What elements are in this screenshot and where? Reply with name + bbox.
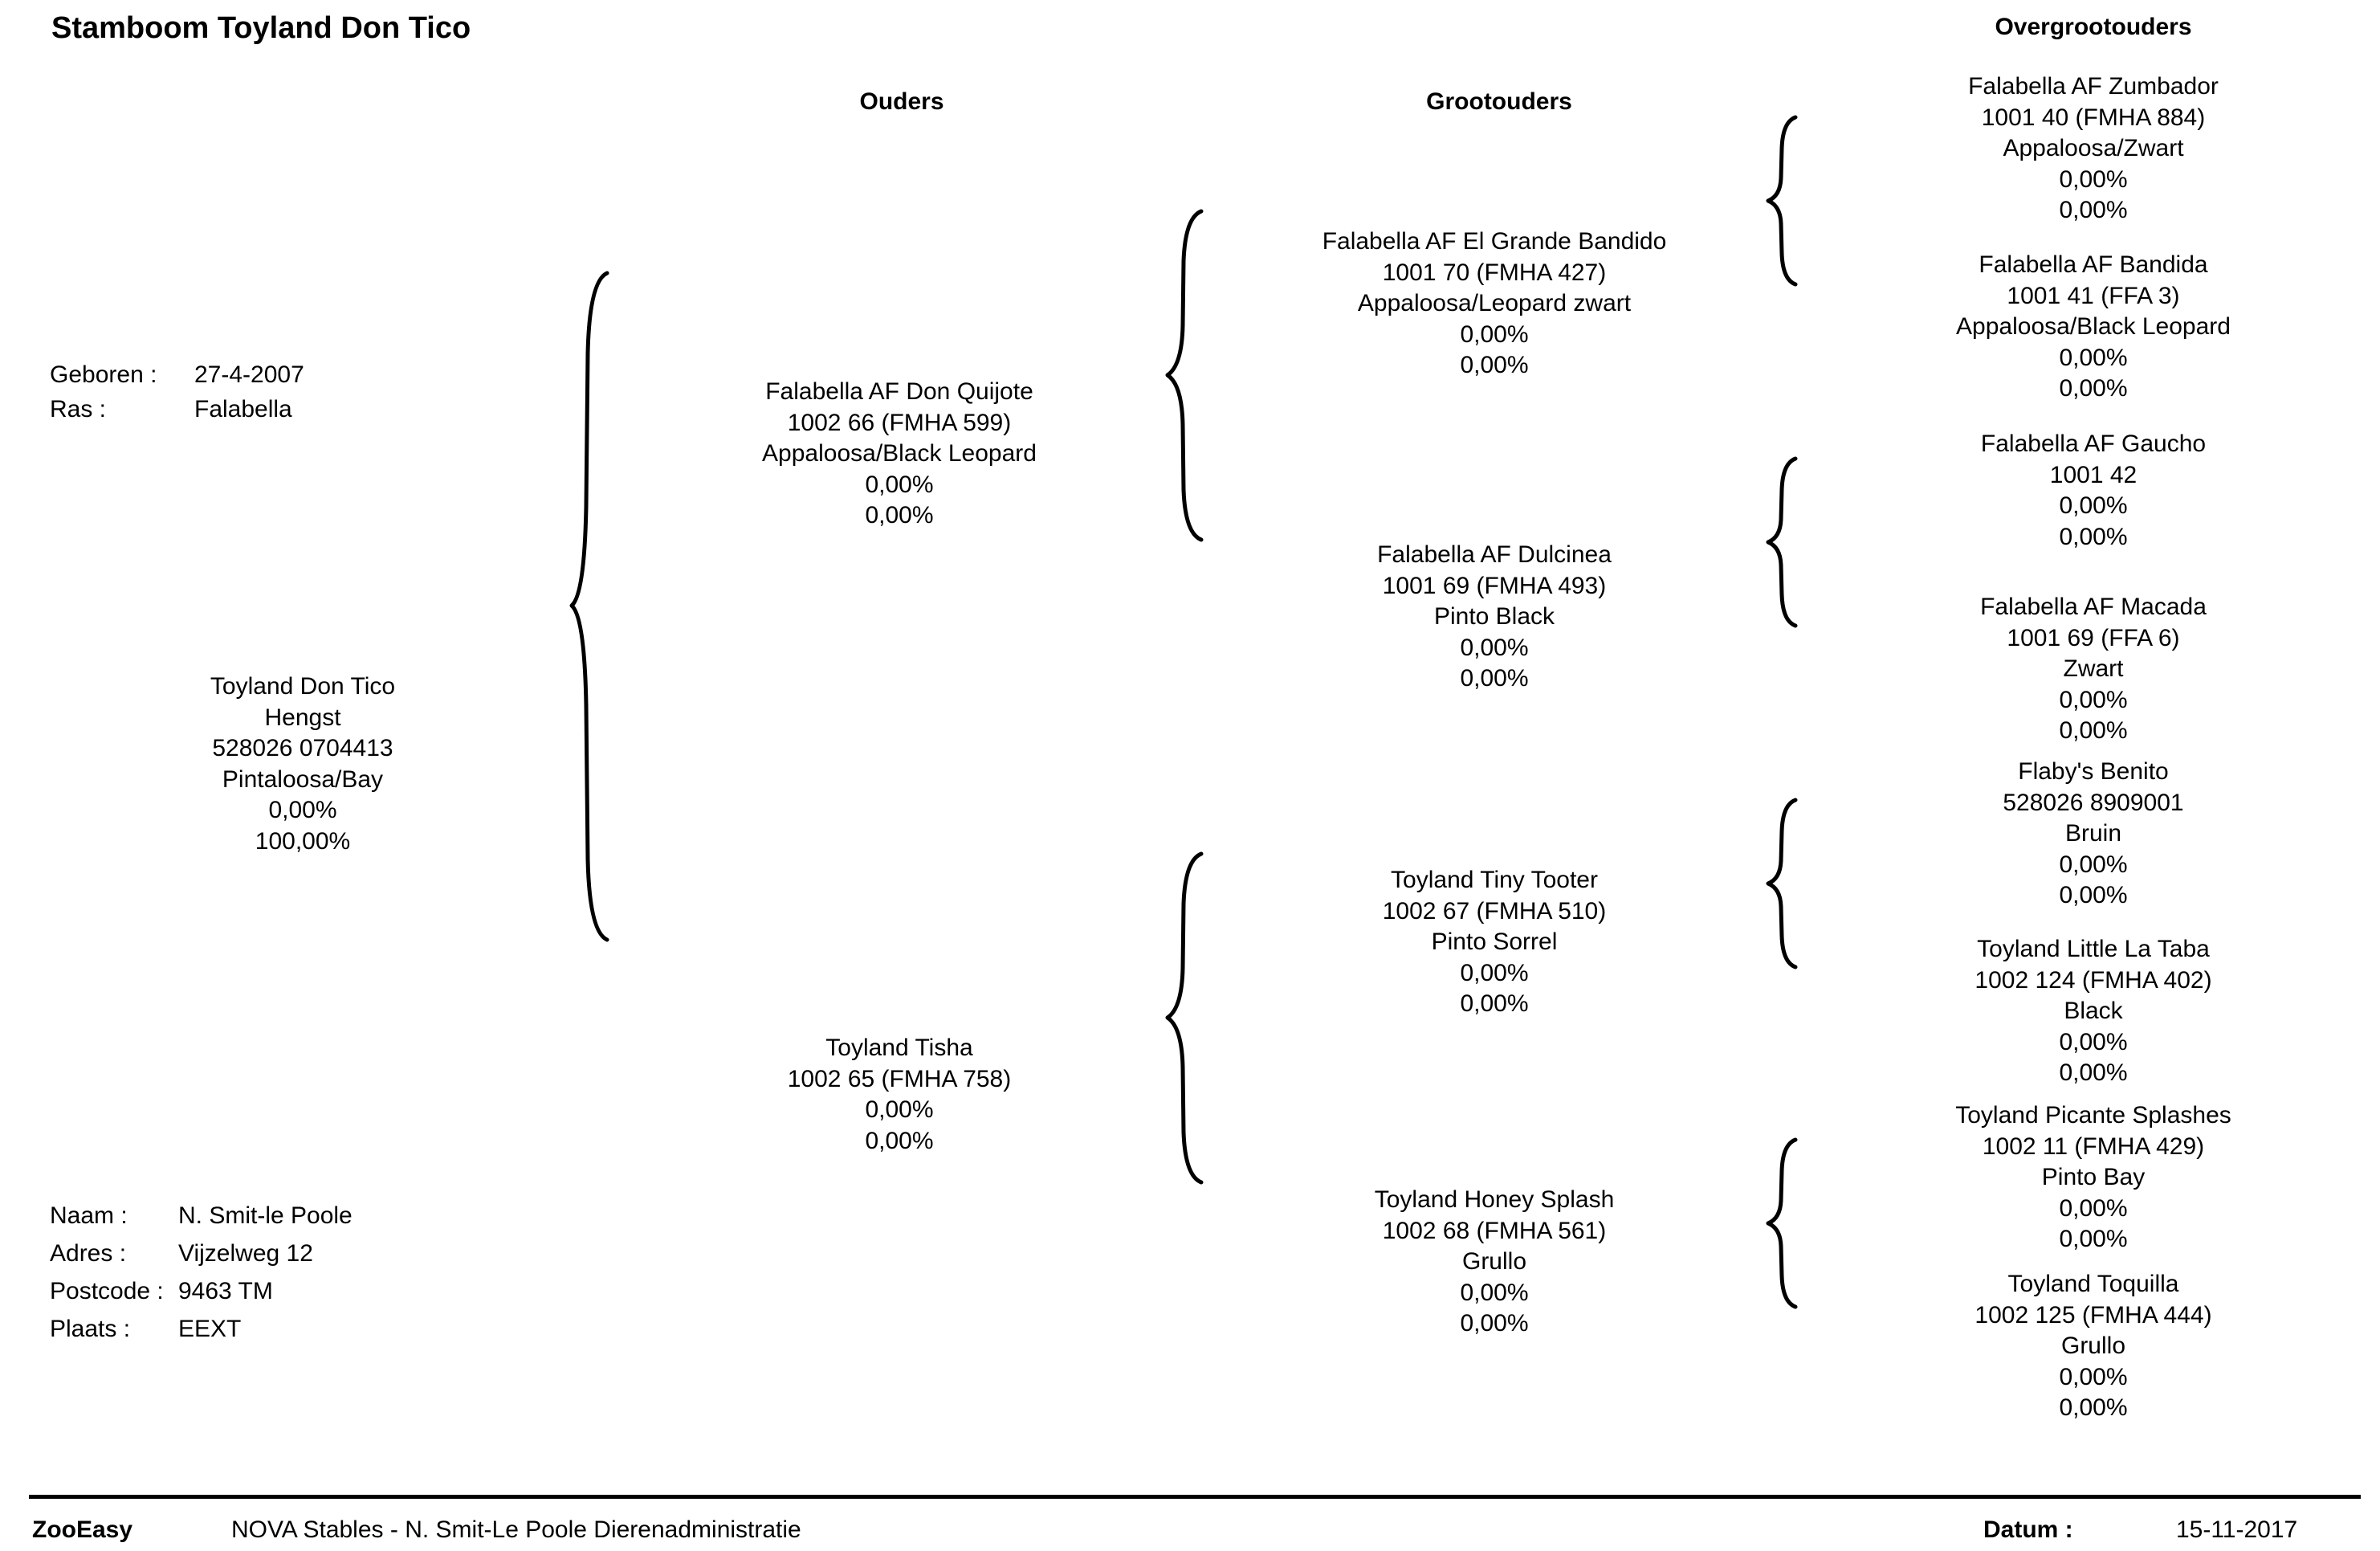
grandparent-name: Toyland Honey Splash [1374,1186,1615,1213]
owner-address-value: Vijzelweg 12 [178,1240,313,1267]
subject-color: Pintaloosa/Bay [222,765,384,793]
grandparent-reg: 1001 69 (FMHA 493) [1382,572,1607,599]
great-grandparent-pct-1: 0,00% [2059,1363,2128,1390]
footer-divider [29,1495,2361,1499]
great-grandparent-entry [1812,1269,2374,1424]
parent-pct-1: 0,00% [865,1096,934,1123]
great-grandparent-name: Toyland Little La Taba [1977,936,2210,962]
owner-name-value: N. Smit-le Poole [178,1202,353,1229]
footer-organization: NOVA Stables - N. Smit-Le Poole Dierenadministratie [231,1516,801,1543]
grandparent-entry [1213,1185,1775,1340]
animal-info [50,356,304,428]
great-grandparent-reg: 1001 41 (FFA 3) [2007,282,2180,309]
great-grandparent-entry [1812,71,2374,227]
great-grandparent-pct-2: 0,00% [2059,882,2128,908]
owner-name-label: Naam : [50,1202,128,1229]
owner-city-value: EEXT [178,1316,242,1342]
subject-reg: 528026 0704413 [212,735,393,761]
grandparent-pct-2: 0,00% [1460,990,1529,1017]
header-grandparents: Grootouders [1426,88,1572,115]
grandparent-reg: 1002 67 (FMHA 510) [1382,897,1607,924]
great-grandparent-pct-2: 0,00% [2059,197,2128,223]
great-grandparent-pct-1: 0,00% [2059,1194,2128,1222]
born-value: 27-4-2007 [194,361,304,388]
great-grandparent-name: Flaby's Benito [2018,758,2169,785]
great-grandparent-entry [1812,592,2374,747]
header-parents: Ouders [859,88,944,115]
great-grandparent-name: Toyland Picante Splashes [1955,1102,2231,1129]
great-grandparent-color: Bruin [2064,820,2122,847]
parent-entry [618,377,1180,532]
breed-row [50,390,304,428]
parent-name: Falabella AF Don Quijote [765,378,1033,405]
great-grandparent-name: Falabella AF Bandida [1979,251,2208,278]
great-grandparent-reg: 1001 40 (FMHA 884) [1981,104,2206,131]
great-grandparent-pct-2: 0,00% [2059,523,2128,550]
owner-city-row [50,1310,353,1348]
great-grandparent-entry [1812,757,2374,912]
owner-name-row [50,1197,353,1235]
great-grandparent-pct-2: 0,00% [2059,375,2128,402]
grandparent-color: Appaloosa/Leopard zwart [1357,290,1632,316]
grandparent-color: Grullo [1461,1248,1527,1275]
great-grandparent-name: Falabella AF Zumbador [1968,73,2219,100]
subject-name: Toyland Don Tico [210,673,396,700]
grandparent-reg: 1001 70 (FMHA 427) [1382,259,1607,286]
great-grandparent-reg: 1002 124 (FMHA 402) [1975,966,2212,994]
great-grandparent-reg: 528026 8909001 [2003,789,2184,816]
parent-pct-2: 0,00% [865,1127,934,1154]
parent-name: Toyland Tisha [825,1035,973,1061]
great-grandparent-name: Falabella AF Gaucho [1980,431,2207,457]
grandparent-pct-2: 0,00% [1460,352,1529,378]
parent-reg: 1002 65 (FMHA 758) [787,1065,1012,1092]
great-grandparent-entry [1812,429,2374,553]
great-grandparent-pct-1: 0,00% [2059,492,2128,519]
great-grandparent-color: Pinto Bay [2041,1164,2146,1190]
great-grandparent-pct-1: 0,00% [2059,344,2128,371]
great-grandparent-name: Toyland Toquilla [2007,1271,2179,1297]
great-grandparent-pct-1: 0,00% [2059,165,2128,193]
great-grandparent-pct-2: 0,00% [2059,1059,2128,1086]
great-grandparent-reg: 1002 125 (FMHA 444) [1975,1301,2212,1329]
grandparent-pct-1: 0,00% [1460,1279,1529,1306]
breed-value: Falabella [194,396,292,422]
great-grandparent-pct-1: 0,00% [2059,686,2128,713]
owner-postcode-label: Postcode : [50,1278,164,1304]
grandparent-reg: 1002 68 (FMHA 561) [1382,1217,1607,1244]
great-grandparent-name: Falabella AF Macada [1980,594,2207,620]
great-grandparent-pct-2: 0,00% [2059,1226,2128,1252]
great-grandparent-reg: 1001 69 (FFA 6) [2007,624,2180,651]
owner-postcode-value: 9463 TM [178,1278,273,1304]
owner-address-row [50,1235,353,1272]
grandparent-name: Falabella AF El Grande Bandido [1322,228,1667,255]
parent-color: Appaloosa/Black Leopard [762,440,1037,467]
great-grandparent-entry [1812,1100,2374,1255]
owner-city-label: Plaats : [50,1316,131,1342]
grandparent-pct-1: 0,00% [1460,320,1529,348]
parent-entry [618,1033,1180,1157]
parent-pct-2: 0,00% [865,502,934,529]
grandparent-entry [1213,227,1775,382]
footer-app-name: ZooEasy [32,1516,133,1543]
subject-share: 100,00% [255,827,351,855]
footer-date-label: Datum : [1983,1516,2073,1543]
great-grandparent-color: Zwart [2063,655,2124,682]
grandparent-color: Pinto Sorrel [1431,929,1558,955]
breed-label: Ras : [50,396,107,422]
great-grandparent-entry [1812,934,2374,1089]
brace-subject [554,265,634,948]
grandparent-entry [1213,865,1775,1020]
grandparent-name: Toyland Tiny Tooter [1391,867,1598,893]
born-label: Geboren : [50,361,157,388]
great-grandparent-color: Appaloosa/Black Leopard [1956,313,2231,340]
great-grandparent-pct-2: 0,00% [2059,717,2128,744]
page-title: Stamboom Toyland Don Tico [51,11,471,45]
great-grandparent-reg: 1001 42 [2049,461,2138,488]
great-grandparent-color: Grullo [2060,1333,2126,1359]
subject-entry [22,671,584,857]
grandparent-pct-2: 0,00% [1460,665,1529,692]
great-grandparent-entry [1812,250,2374,405]
great-grandparent-color: Appaloosa/Zwart [2003,135,2184,161]
grandparent-pct-2: 0,00% [1460,1310,1529,1337]
footer-date-value: 15-11-2017 [2176,1516,2298,1543]
subject-inbreeding: 0,00% [268,797,337,823]
grandparent-entry [1213,540,1775,695]
grandparent-pct-1: 0,00% [1460,959,1529,986]
great-grandparent-pct-2: 0,00% [2059,1394,2128,1421]
owner-info [50,1197,353,1348]
grandparent-color: Pinto Black [1433,603,1555,630]
grandparent-name: Falabella AF Dulcinea [1377,541,1612,568]
header-great-grandparents: Overgrootouders [1995,14,2192,40]
parent-pct-1: 0,00% [865,471,934,498]
subject-sex: Hengst [264,704,341,731]
great-grandparent-reg: 1002 11 (FMHA 429) [1982,1133,2205,1160]
owner-address-label: Adres : [50,1240,127,1267]
grandparent-pct-1: 0,00% [1460,634,1529,661]
owner-postcode-row [50,1272,353,1310]
great-grandparent-color: Black [2064,998,2123,1024]
parent-reg: 1002 66 (FMHA 599) [787,409,1012,436]
great-grandparent-pct-1: 0,00% [2059,1028,2128,1055]
born-row [50,356,304,394]
great-grandparent-pct-1: 0,00% [2059,851,2128,878]
